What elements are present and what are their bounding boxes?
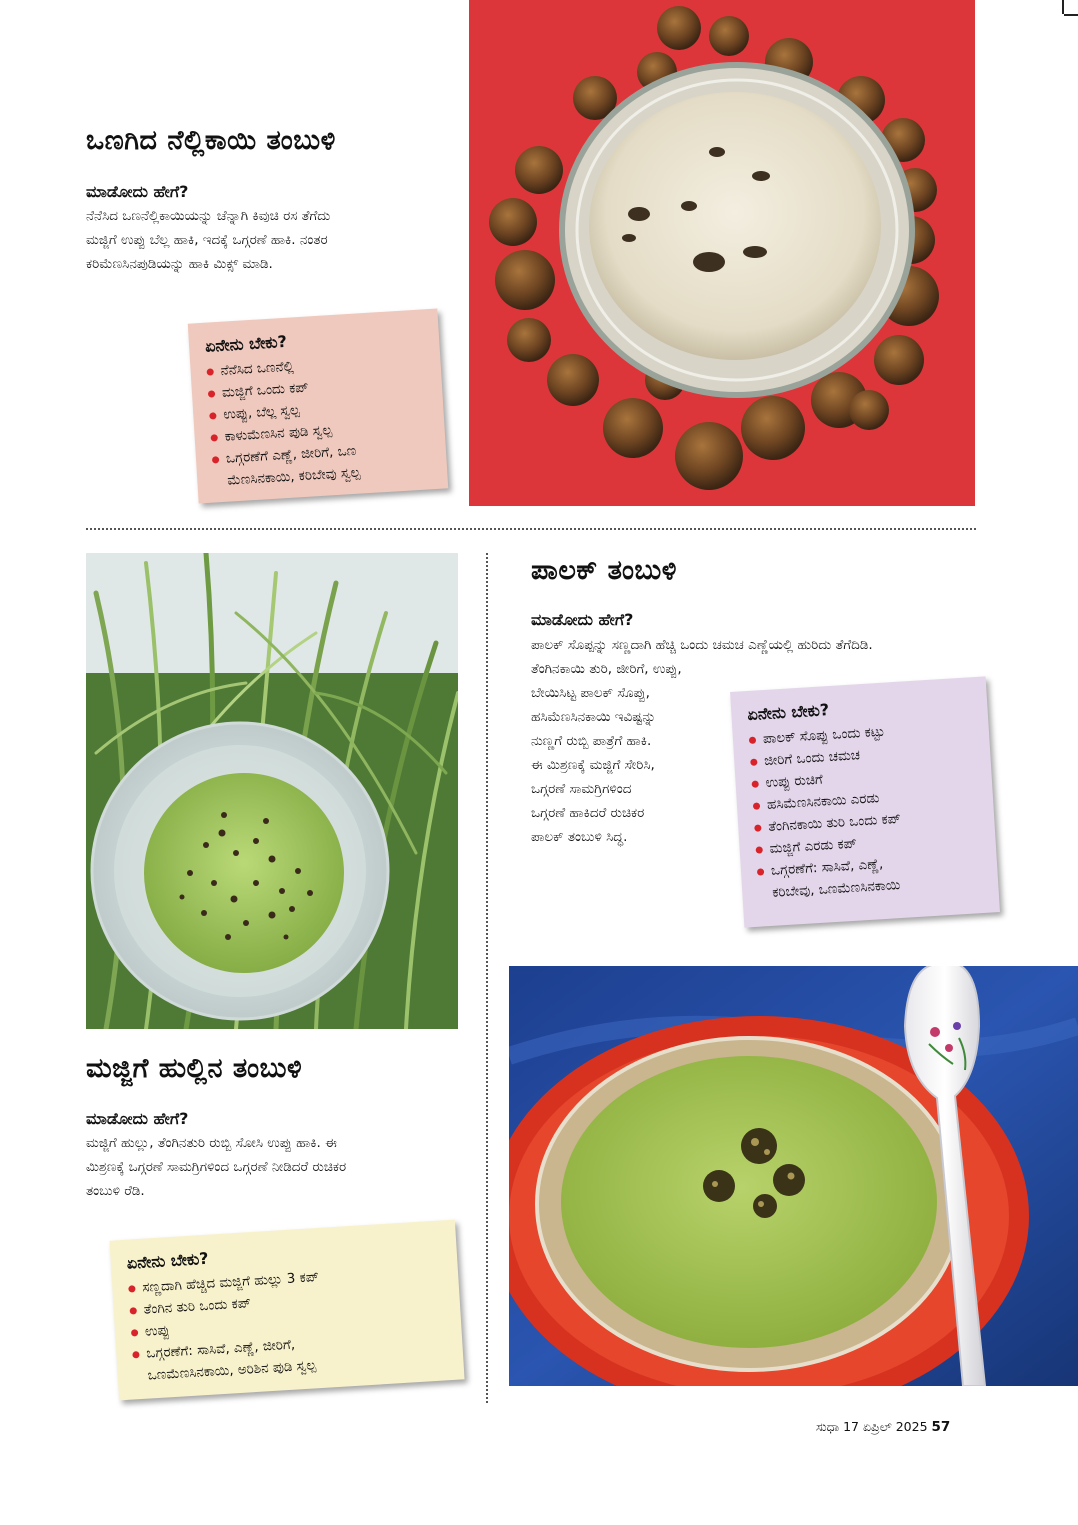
ingredient-continuation: ಮೆಣಸಿನಕಾಯಿ, ಕರಿಬೇವು ಸ್ವಲ್ಪ (226, 464, 361, 489)
method-line: ನೆನೆಸಿದ ಒಣನೆಲ್ಲಿಕಾಯಿಯನ್ನು ಚೆನ್ನಾಗಿ ಕಿವುಚಿ ರಸ ತೆಗೆದು (86, 208, 331, 224)
ingredient-continuation: ಕರಿಬೇವು, ಒಣಮೆಣಸಿನಕಾಯಿ (771, 877, 901, 901)
method-line: ಪಾಲಕ್ ತಂಬುಳಿ ಸಿದ್ಧ. (531, 829, 628, 845)
ingredient-item: ಉಪ್ಪು ರುಚಿಗೆ (751, 759, 974, 795)
method-line: ಹಸಿಮೆಣಸಿನಕಾಯಿ ಇವಿಷ್ಟನ್ನು (531, 709, 657, 725)
ingredient-item: ಒಗ್ಗರಣೆಗೆ ಎಣ್ಣೆ, ಜೀರಿಗೆ, ಒಣ (211, 435, 428, 470)
ingredient-item: ಉಪ್ಪು (130, 1303, 443, 1344)
ingredient-item: ಉಪ್ಪು, ಬೆಲ್ಲ ಸ್ವಲ್ಪ (209, 391, 426, 426)
crop-mark-right (1064, 14, 1078, 16)
recipe3-method-heading: ಮಾಡೋದು ಹೇಗೆ? (86, 1109, 189, 1128)
recipe2-method-first-line: ಪಾಲಕ್ ಸೊಪ್ಪನ್ನು ಸಣ್ಣದಾಗಿ ಹೆಚ್ಚಿ ಒಂದು ಚಮಚ ಎಣ್ಣೆಯಲ್ಲಿ ಹುರಿದು ತೆಗೆದಿಡಿ. (531, 637, 873, 653)
ingredient-item: ಮಜ್ಜಿಗೆ ಎರಡು ಕಪ್ (755, 825, 978, 861)
recipe3-method-text (86, 1131, 346, 1203)
recipe1-method-heading: ಮಾಡೋದು ಹೇಗೆ? (86, 182, 189, 201)
ingredient-item: ಮಜ್ಜಿಗೆ ಒಂದು ಕಪ್ (207, 370, 424, 405)
lemongrass-tambuli-photo (86, 553, 458, 1029)
recipe1-title: ಒಣಗಿದ ನೆಲ್ಲಿಕಾಯಿ ತಂಬುಳಿ (86, 125, 336, 156)
issue-date: 17 ಏಪ್ರಿಲ್ 2025 (843, 1419, 928, 1434)
recipe3-title: ಮಜ್ಜಿಗೆ ಹುಲ್ಲಿನ ತಂಬುಳಿ (86, 1053, 303, 1084)
page-footer (816, 1419, 950, 1435)
ingredient-continuation: ಒಣಮೆಣಸಿನಕಾಯಿ, ಅರಿಶಿನ ಪುಡಿ ಸ್ವಲ್ಪ (147, 1357, 317, 1384)
ingredient-item: ಒಗ್ಗರಣೆಗೆ: ಸಾಸಿವೆ, ಎಣ್ಣೆ, ಜೀರಿಗೆ, (132, 1324, 445, 1365)
ingredients-heading: ಏನೇನು ಬೇಕು? (204, 331, 288, 356)
method-line: ಮಜ್ಜಿಗೆ ಉಪ್ಪು ಬೆಲ್ಲ ಹಾಕಿ, ಇದಕ್ಕೆ ಒಗ್ಗರಣೆ ಹಾಕಿ. ನಂತರ (86, 232, 328, 248)
ingredient-item: ಸಣ್ಣದಾಗಿ ಹೆಚ್ಚಿದ ಮಜ್ಜಿಗೆ ಹುಲ್ಲು 3 ಕಪ್ (128, 1259, 441, 1300)
ingredient-item: ಪಾಲಕ್ ಸೊಪ್ಪು ಒಂದು ಕಟ್ಟು (748, 715, 971, 751)
method-line: ಬೇಯಿಸಿಟ್ಟ ಪಾಲಕ್ ಸೊಪ್ಪು, (531, 685, 650, 701)
ingredients-heading: ಏನೇನು ಬೇಕು? (126, 1248, 210, 1273)
ingredient-item: ಹಸಿಮೆಣಸಿನಕಾಯಿ ಎರಡು (752, 781, 975, 817)
method-line: ಈ ಮಿಶ್ರಣಕ್ಕೆ ಮಜ್ಜಿಗೆ ಸೇರಿಸಿ, (531, 757, 655, 773)
ingredient-item: ತೆಂಗಿನ ತುರಿ ಒಂದು ಕಪ್ (129, 1281, 442, 1322)
recipe2-method-heading: ಮಾಡೋದು ಹೇಗೆ? (531, 610, 634, 629)
ingredient-item: ತೆಂಗಿನಕಾಯಿ ತುರಿ ಒಂದು ಕಪ್ (754, 803, 977, 839)
crop-mark-top (1062, 0, 1064, 14)
column-divider (486, 553, 488, 1403)
magazine-name: ಸುಧಾ (816, 1419, 840, 1434)
method-line: ಮಿಶ್ರಣಕ್ಕೆ ಒಗ್ಗರಣೆ ಸಾಮಗ್ರಿಗಳಿಂದ ಒಗ್ಗರಣೆ ನೀಡಿದರೆ ರುಚಿಕರ (86, 1159, 347, 1175)
method-line: ಮಜ್ಜಿಗೆ ಹುಲ್ಲು, ತೆಂಗಿನತುರಿ ರುಬ್ಬಿ ಸೋಸಿ ಉಪ್ಪು ಹಾಕಿ. ಈ (86, 1135, 337, 1151)
method-line: ನುಣ್ಣಗೆ ರುಬ್ಬಿ ಪಾತ್ರೆಗೆ ಹಾಕಿ. (531, 733, 652, 749)
amla-tambuli-photo (469, 0, 975, 506)
recipe2-ingredients-box (730, 676, 1000, 927)
recipe3-ingredients-box (109, 1220, 464, 1401)
method-line: ತಂಬುಳಿ ರೆಡಿ. (86, 1183, 145, 1199)
ingredient-item: ನೆನೆಸಿದ ಒಣನೆಲ್ಲಿ (206, 348, 423, 383)
recipe2-title: ಪಾಲಕ್ ತಂಬುಳಿ (531, 555, 677, 586)
ingredient-item: ಜೀರಿಗೆ ಒಂದು ಚಮಚ (750, 737, 973, 773)
recipe2-method-text (531, 657, 682, 849)
ingredients-heading: ಏನೇನು ಬೇಕು? (746, 700, 830, 724)
section-divider (86, 528, 976, 530)
ingredient-item: ಒಗ್ಗರಣೆಗೆ: ಸಾಸಿವೆ, ಎಣ್ಣೆ, (756, 847, 979, 883)
page-number: 57 (931, 1419, 951, 1435)
recipe1-ingredients-box (188, 309, 449, 504)
method-line: ಒಗ್ಗರಣೆ ಸಾಮಗ್ರಿಗಳಿಂದ (531, 781, 632, 797)
method-line: ಕರಿಮೆಣಸಿನಪುಡಿಯನ್ನು ಹಾಕಿ ಮಿಕ್ಸ್ ಮಾಡಿ. (86, 256, 273, 272)
method-line: ತೆಂಗಿನಕಾಯಿ ತುರಿ, ಜೀರಿಗೆ, ಉಪ್ಪು, (531, 661, 682, 677)
ingredient-item: ಕಾಳುಮೆಣಸಿನ ಪುಡಿ ಸ್ವಲ್ಪ (210, 413, 427, 448)
recipe1-method-text (86, 204, 330, 276)
method-line: ಒಗ್ಗರಣೆ ಹಾಕಿದರೆ ರುಚಿಕರ (531, 805, 645, 821)
palak-tambuli-photo (509, 966, 1078, 1386)
